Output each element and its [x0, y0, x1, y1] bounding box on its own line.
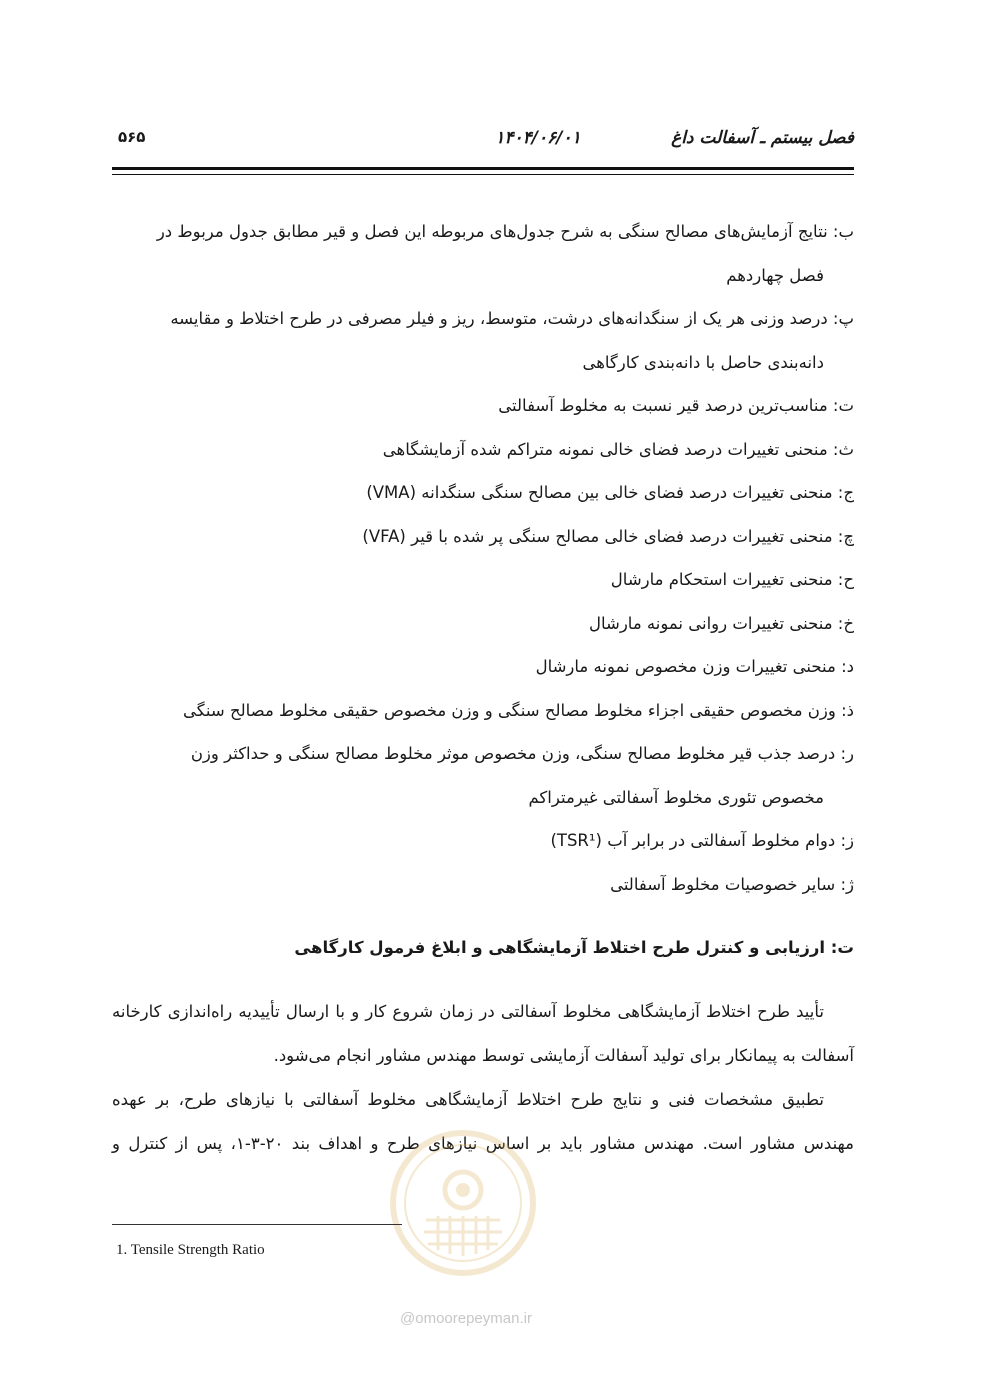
footnote-rule [112, 1224, 402, 1225]
list-item [112, 863, 854, 907]
list-item [112, 428, 854, 472]
body-paragraph: تأیید طرح اختلاط آزمایشگاهی مخلوط آسفالتی در زمان شروع کار و با ارسال تأییدیه راه‌اندازی کارخانه آسفالت به پیمانکار برای تولید آسفالت آزمایشی توسط مهندس مشاور انجام می‌شود. [112, 1002, 854, 1065]
list-item-continuation: دانه‌بندی حاصل با دانه‌بندی کارگاهی [582, 352, 824, 372]
list-item [112, 471, 854, 515]
list-item [112, 515, 854, 559]
list-item [112, 602, 854, 646]
page-header [112, 128, 854, 156]
header-rule-thin [112, 174, 854, 175]
page-content [112, 210, 854, 1166]
watermark-url: @omoorepeyman.ir [400, 1310, 532, 1327]
list-item-text: ث: منحنی تغییرات درصد فضای خالی نمونه متراکم شده آزمایشگاهی [382, 439, 854, 459]
omoorepeyman-logo-watermark-icon [388, 1128, 538, 1278]
list-item [112, 819, 854, 863]
page-number: ۵۶۵ [118, 128, 146, 146]
chapter-title: فصل بیستم ـ آسفالت داغ [671, 128, 854, 148]
section-heading: ت: ارزیابی و کنترل طرح اختلاط آزمایشگاهی و ابلاغ فرمول کارگاهی [294, 938, 854, 957]
list-item [112, 210, 854, 297]
header-date: ۱۴۰۴/۰۶/۰۱ [495, 128, 581, 148]
list-item-text: پ: درصد وزنی هر یک از سنگدانه‌های درشت، متوسط، ریز و فیلر مصرفی در طرح اختلاط و مقایسه [170, 309, 854, 328]
list-item-text: ر: درصد جذب قیر مخلوط مصالح سنگی، وزن مخصوص موثر مخلوط مصالح سنگی و حداکثر وزن [190, 744, 854, 763]
list-item-text: ب: نتایج آزمایش‌های مصالح سنگی به شرح جدول‌های مربوطه این فصل و قیر مطابق جدول مربوط در [156, 222, 854, 241]
list-item-text: ج: منحنی تغییرات درصد فضای خالی بین مصالح سنگی سنگدانه (VMA) [366, 483, 854, 502]
list-item [112, 558, 854, 602]
list-item-text: چ: منحنی تغییرات درصد فضای خالی مصالح سنگی پر شده با قیر (VFA) [362, 526, 854, 546]
list-item [112, 645, 854, 689]
list-item-continuation: فصل چهاردهم [726, 265, 824, 285]
header-rule-thick [112, 167, 854, 170]
list-item [112, 689, 854, 733]
list-item-continuation: مخصوص تئوری مخلوط آسفالتی غیرمتراکم [528, 787, 824, 807]
list-item-text: ژ: سایر خصوصیات مخلوط آسفالتی [610, 874, 854, 894]
list-item-text: ت: مناسب‌ترین درصد قیر نسبت به مخلوط آسفالتی [498, 396, 854, 415]
list-item-text: د: منحنی تغییرات وزن مخصوص نمونه مارشال [535, 657, 854, 676]
list-item [112, 732, 854, 819]
list-item-text: ذ: وزن مخصوص حقیقی اجزاء مخلوط مصالح سنگی و وزن مخصوص حقیقی مخلوط مصالح سنگی [183, 700, 854, 720]
list-item [112, 384, 854, 428]
list-item-text: ز: دوام مخلوط آسفالتی در برابر آب (TSR¹) [550, 831, 854, 850]
body-paragraph: تطبیق مشخصات فنی و نتایج طرح اختلاط آزمایشگاهی مخلوط آسفالتی با نیازهای طرح، بر عهده مهندس مشاور است. مهندس مشاور باید بر اساس نیازهای طرح و اهداف بند ۲۰-۳-۱، پس از کنترل و [112, 1090, 855, 1153]
footnote: 1. Tensile Strength Ratio [116, 1242, 265, 1258]
list-item [112, 297, 854, 384]
list-item-text: خ: منحنی تغییرات روانی نمونه مارشال [589, 613, 854, 633]
list-item-text: ح: منحنی تغییرات استحکام مارشال [610, 570, 854, 589]
